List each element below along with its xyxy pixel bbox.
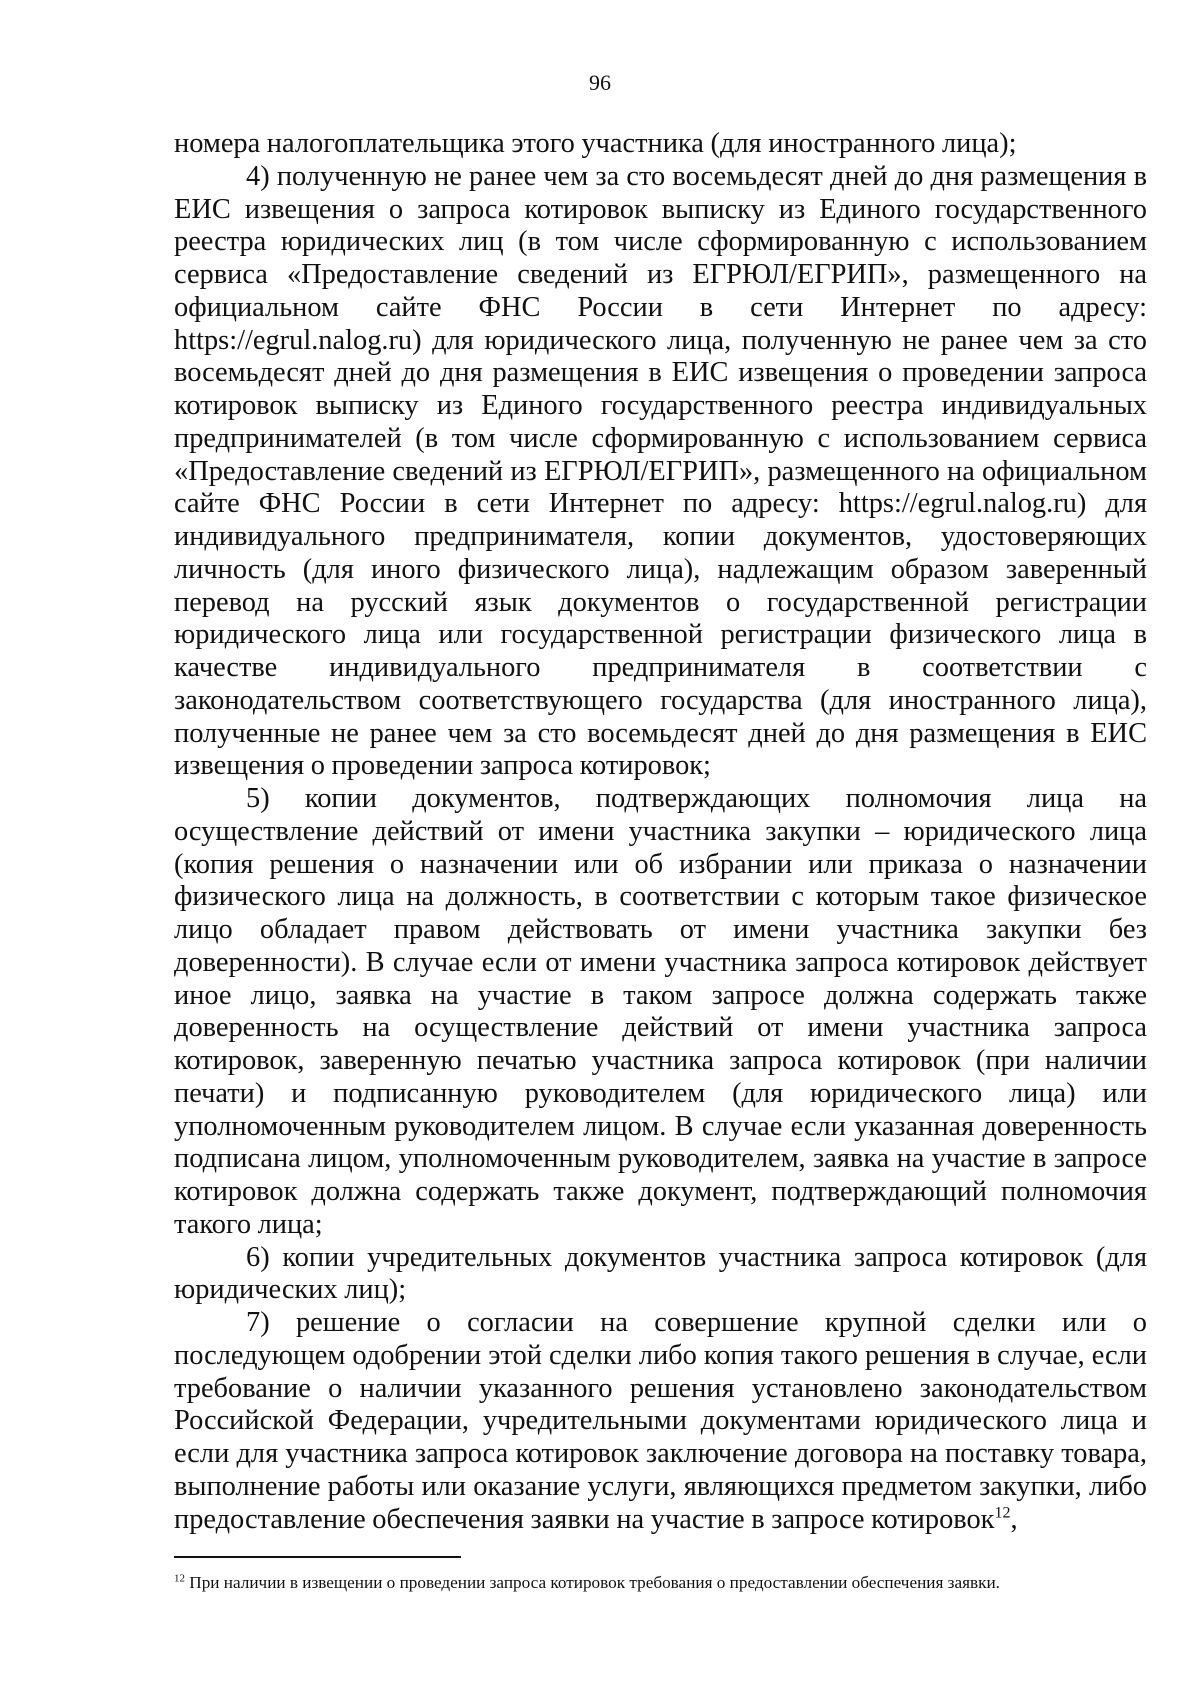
list-item-4: 4) полученную не ранее чем за сто восемьдесят дней до дня размещения в ЕИС извещения о запроса котировок выписку из Единого государственного реестра юридических лиц (в том числе сформированную с использованием сервиса «Предоставление сведений из ЕГРЮЛ/ЕГРИП», размещенного на официальном сайте ФНС России в сети Интернет по адресу: https://egrul.nalog.ru) для юридического лица, полученную не ранее чем за сто восемьдесят дней до дня размещения в ЕИС извещения о проведении запроса котировок выписку из Единого государственного реестра индивидуальных предпринимателей (в том числе сформированную с использованием сервиса «Предоставление сведений из ЕГРЮЛ/ЕГРИП», размещенного на официальном сайте ФНС России в сети Интернет по адресу: https://egrul.nalog.ru) для индивидуального предпринимателя, копии документов, удостоверяющих личность (для иного физического лица), надлежащим образом заверенный перевод на русский язык документов о государственной регистрации юридического лица или государственной регистрации физического лица в качестве индивидуального предпринимателя в соответствии с законодательством соответствующего государства (для иностранного лица), полученные не ранее чем за сто восемьдесят дней до дня размещения в ЕИС извещения о проведении запроса котировок;	[174, 160, 1147, 782]
footnote-marker: 12	[174, 1572, 185, 1585]
paragraph-continuation: номера налогоплательщика этого участника (для иностранного лица);	[174, 128, 1017, 159]
list-item-7	[174, 1307, 1147, 1536]
footnote-text: При наличии в извещении о проведении запроса котировок требования о предоставлении обеспечения заявки.	[185, 1573, 1000, 1592]
page-number: 96	[589, 70, 611, 95]
list-item-7-text: 7) решение о согласии на совершение крупной сделки или о последующем одобрении этой сделки либо копия такого решения в случае, если требование о наличии указанного решения установлено законодательством Российской Федерации, учредительными документами юридического лица и если для участника запроса котировок заключение договора на поставку товара, выполнение работы или оказание услуги, являющихся предметом закупки, либо предоставление обеспечения заявки на участие в запросе котировок	[174, 1307, 1147, 1535]
footnote-reference[interactable]: 12	[994, 1504, 1011, 1522]
list-item-5: 5) копии документов, подтверждающих полномочия лица на осуществление действий от имени участника закупки – юридического лица (копия решения о назначении или об избрании или приказа о назначении физического лица на должность, в соответствии с которым такое физическое лицо обладает правом действовать от имени участника закупки без доверенности). В случае если от имени участника запроса котировок действует иное лицо, заявка на участие в таком запросе должна содержать также доверенность на осуществление действий от имени участника запроса котировок, заверенную печатью участника запроса котировок (при наличии печати) и подписанную руководителем (для юридического лица) или уполномоченным руководителем лицом. В случае если указанная доверенность подписана лицом, уполномоченным руководителем, заявка на участие в запросе котировок должна содержать также документ, подтверждающий полномочия такого лица;	[174, 783, 1147, 1240]
footnote	[174, 1572, 1154, 1594]
list-item-7-tail: ,	[1010, 1503, 1018, 1535]
main-text	[174, 128, 1147, 1536]
list-item-6: 6) копии учредительных документов участника запроса котировок (для юридических лиц);	[174, 1241, 1147, 1306]
footnote-separator	[174, 1556, 461, 1558]
